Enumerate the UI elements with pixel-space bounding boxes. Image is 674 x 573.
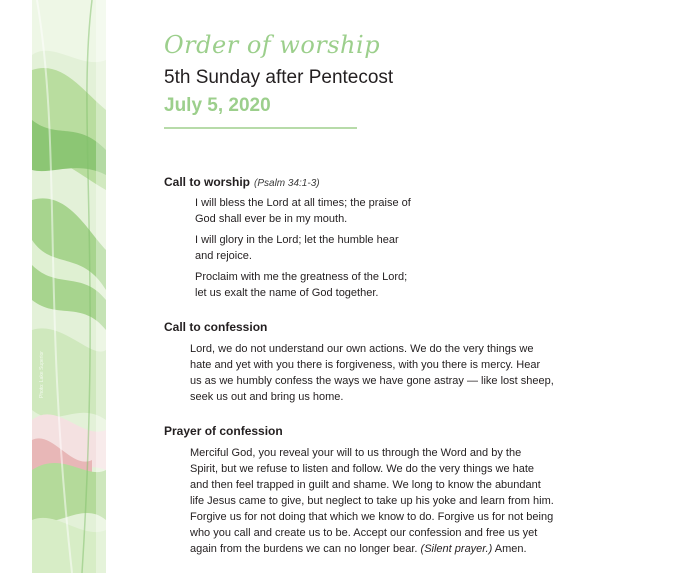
side-artwork [32, 0, 106, 573]
stanza-line: I will bless the Lord at all times; the praise of [195, 197, 411, 209]
worship-stanza [195, 195, 411, 227]
page-subtitle: 5th Sunday after Pentecost [164, 67, 394, 88]
stanza-line: let us exalt the name of God together. [195, 287, 379, 299]
text-line: and then feel trapped in guilt and shame. We long to know the abundant [190, 479, 541, 491]
call-to-confession-text [190, 341, 554, 405]
stanza-line: and rejoice. [195, 250, 252, 262]
text-line: Merciful God, you reveal your will to us through the Word and by the [190, 447, 522, 459]
call-to-worship-heading [164, 175, 320, 189]
text-line: us as we humbly confess the ways we have gone astray — like lost sheep, [190, 375, 554, 387]
text-line: life Jesus came to give, but neglect to take up his yoke and learn from him. [190, 495, 554, 507]
photo-credit [37, 330, 45, 400]
amen-text: Amen. [492, 543, 527, 555]
text-line: Spirit, but we refuse to listen and follow. We do the very things we hate [190, 463, 535, 475]
call-to-confession-heading: Call to confession [164, 320, 268, 334]
silent-prayer-note: (Silent prayer.) [420, 543, 493, 555]
text-line: Forgive us for not doing that which we know to do. Forgive us for not being [190, 511, 554, 523]
text-line: who you call and create us to be. Accept our confession and free us yet [190, 527, 538, 539]
worship-stanza [195, 269, 407, 301]
prayer-of-confession-heading: Prayer of confession [164, 424, 283, 438]
service-date: July 5, 2020 [164, 95, 271, 116]
header-divider [164, 127, 357, 129]
call-to-worship-title: Call to worship [164, 175, 251, 189]
photo-credit-text: Photo: Lake Superior [39, 351, 45, 398]
stanza-line: Proclaim with me the greatness of the Lord; [195, 271, 408, 283]
script-title: Order of worship [164, 31, 381, 59]
prayer-of-confession-text [190, 445, 554, 557]
psalm-reference: (Psalm 34:1-3) [254, 178, 320, 189]
stanza-line: I will glory in the Lord; let the humble hear [195, 234, 399, 246]
stanza-line: God shall ever be in my mouth. [195, 213, 348, 225]
text-line: hate and yet with you there is forgiveness, with you there is mercy. Hear [190, 359, 541, 371]
worship-stanza [195, 232, 399, 264]
text-line: seek us out and bring us home. [190, 391, 344, 403]
last-line-start: again from the burdens we can no longer bear. [190, 543, 421, 555]
text-line: Lord, we do not understand our own actions. We do the very things we [190, 343, 534, 355]
text-line-last [190, 541, 554, 557]
